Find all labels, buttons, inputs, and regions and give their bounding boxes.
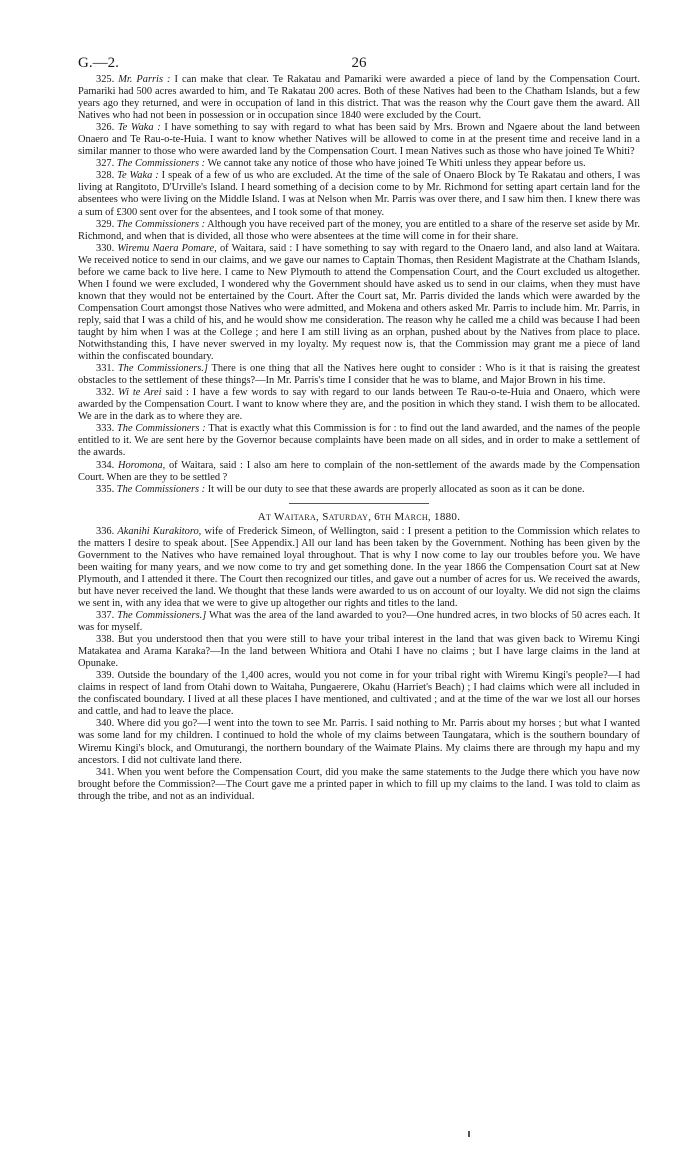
paragraph-text: That is exactly what this Commission is for : to find out the land awarded, and the names of the people entitled to it. We are sent here by the Governor because complaints have been made on all sides, and in order to make a settlement of the awards. [78,423,640,459]
paragraph-text: What was the area of the land awarded to you?—One hundred acres, in two blocks of 50 acres each. It was for myself. [78,610,640,634]
page-mark [468,1131,470,1137]
paragraph-number: 334. [96,459,115,471]
testimony-paragraph [78,634,640,670]
testimony-paragraph [78,484,640,496]
testimony-paragraph [78,363,640,387]
paragraph-number: 335. [96,483,115,495]
speaker-name: Te Waka : [117,170,159,182]
testimony-paragraph [78,460,640,484]
testimony-paragraph [78,610,640,634]
paragraph-number: 338. [96,634,115,646]
paragraph-text: of Waitara, said : I have something to say with regard to the Onaero land, and also land at Waitara. We received notice to send in our claims, and we gave our names to Captain Thomas, then Resident Magistrate at the Chatham Islands, before we came back to live here. I came to New Plymouth to attend the Compensation Court, and the Court excluded us altogether. When I found we were excluded, I wondered why the Government should have asked us to send in our claims, when they must have known that they would not be entertained by the Court. After the Court sat, Mr. Parris divided the lands which were awarded by the Compensation Court amongst those Natives who were admitted, and Mokena and others asked Mr. Parris to include him. Mr. Parris, in reply, said that I was a child of his, and he would show me consideration. The reason why he called me a child was because I had been taught by him when I was at the College ; and here I am still living as an orphan, pushed about by the Natives from place to place. Notwithstanding this, I have never swerved in my loyalty. My request now is, that the Commission may grant me a piece of land within the confiscated boundary. [78,242,640,363]
paragraph-text: We cannot take any notice of those who have joined Te Whiti unless they appear before us. [205,158,586,170]
testimony-paragraph [78,670,640,718]
testimony-paragraph [78,243,640,363]
testimony-paragraph [78,219,640,243]
paragraph-text: When you went before the Compensation Court, did you make the same statements to the Judge there which you have now brought before the Commission?—The Court gave me a printed paper in which to fill up my claims to the land. I was told to claim as through the tribe, and not as an individual. [78,766,640,802]
paragraph-number: 337. [96,610,115,622]
paragraph-text: Where did you go?—I went into the town to see Mr. Parris. I said nothing to Mr. Parris about my horses ; but what I wanted was some land for my children. I continued to hold the whole of my claims between Taungatara, which is the southern boundary of Wiremu Kingi's block, and Omuturangi, the northern boundary of the Waimate Plains. My claims there are through my hapu and my ancestors. I did not cultivate land there. [78,718,640,766]
paragraph-number: 332. [96,387,115,399]
testimony-paragraph [78,122,640,158]
speaker-name: The Commissioners : [116,158,206,170]
section-heading [78,511,640,523]
paragraph-text: It will be our duty to see that these awards are properly allocated as soon as it can be done. [205,483,585,495]
paragraph-number: 333. [96,423,115,435]
speaker-name: The Commissioners : [117,423,206,435]
speaker-name: Akanihi Kurakitoro, [117,525,202,537]
speaker-name: Te Waka : [117,122,161,134]
heading-date: Saturday, 6th March, 1880. [322,510,461,523]
running-header [78,54,640,74]
speaker-name: The Commissioners.] [117,610,207,622]
paragraph-text: But you understood then that you were still to have your tribal interest in the land that was given back to Wiremu Kingi Matakatea and Arama Karaka?—In the land between Whitiora and Otahi I have no claims ; but I have large claims in the land at Opunake. [78,634,640,670]
paragraph-number: 336. [96,525,115,537]
testimony-paragraph [78,170,640,218]
paragraph-text: I have something to say with regard to what has been said by Mrs. Brown and Ngaere about the land between Onaero and Te Rau-o-te-Huia. I want to know whether Natives will be allowed to come in at the present time and receive land in a similar manner to those who were awarded land by the Compensation Court. I mean Natives such as those who have joined Te Whiti? [78,122,640,158]
paragraphs-after [78,526,640,803]
paragraph-text: Although you have received part of the money, you are entitled to a share of the reserve set aside by Mr. Richmond, and when that is divided, all those who were absentees at the time will come in for their share. [78,218,640,242]
paragraphs-before [78,74,640,496]
testimony-paragraph [78,387,640,423]
testimony-paragraph [78,158,640,170]
paragraph-number: 341. [96,766,115,778]
paragraph-number: 340. [96,718,115,730]
testimony-paragraph [78,718,640,766]
page-number: 26 [351,55,367,71]
paragraph-text: wife of Frederick Simeon, of Wellington, said : I present a petition to the Commission which relates to the matters I desire to speak about. [See Appendix.] All our land has been taken by the Government. Nothing has been given by the Government to the Natives who have remained loyal throughout. That is why I now come to lay our troubles before you. We have been waiting for many years, and we now come to try and get something done. In the year 1866 the Compensation Court sat at New Plymouth, and I attended it there. The Court then recognized our titles, and gave out a number of acres for us. We received the awards, but have never received the land. We thought that these lands were awarded to us on account of our loyalty. We did not sign the claims we sent in, with any idea that we were to give up altogether our rights and titles to the land. [78,525,640,609]
speaker-name: Wiremu Naera Pomare, [117,242,217,254]
paragraph-number: 326. [96,122,115,134]
speaker-name: Horomona, [117,459,166,471]
paragraph-text: I can make that clear. Te Rakatau and Pamariki were awarded a piece of land by the Compensation Court. Pamariki had 500 acres awarded to him, and Te Rakatau 200 acres. Both of these Natives had been to the Chatham Islands, but a few years ago they returned, and were in occupation of land in this district. That was the reason why the Court gave them the award. All Natives who had not been in possession or in occupation since 1840 were excluded by the Court. [78,74,640,122]
parliamentary-paper-ref: G.—2. [78,55,119,71]
testimony-paragraph [78,767,640,803]
speaker-name: The Commissioners.] [117,363,208,375]
paragraph-number: 339. [96,670,115,682]
paragraph-number: 329. [96,218,115,230]
paragraph-number: 328. [96,170,115,182]
paragraph-text: Outside the boundary of the 1,400 acres, would you not come in for your tribal right with Wiremu Kingi's people?—I had claims in respect of land from Otahi down to Waitaha, Pungaerere, Okahu (Harriet's Beach) ; I had claims which were all included in the confiscated boundary. I lived at all these places I have mentioned, and cultivated ; and at the time of the war we lost all our horses and cattle, and had to leave the place. [78,670,640,718]
speaker-name: Wi te Arei [118,387,162,399]
paragraph-text: of Waitara, said : I also am here to complain of the non-settlement of the awards made by the Compensation Court. When are they to be settled ? [78,459,640,483]
testimony-paragraph [78,74,640,122]
testimony-paragraph [78,423,640,459]
section-divider [289,503,429,504]
paragraph-number: 325. [96,74,115,85]
speaker-name: The Commissioners : [116,483,206,495]
paragraph-text: I speak of a few of us who are excluded. At the time of the sale of Onaero Block by Te Rakatau and others, I was living at Rangitoto, D'Urville's Island. I heard something of a decision come to by Mr. Richmond for setting apart certain land for the absentees who were living on the Middle Island. I was at Nelson when Mr. Parris was over there, and I saw him then. I knew there was a sum of £300 sent over for the absentees, and I took some of that money. [78,170,641,218]
paragraph-text: said : I have a few words to say with regard to our lands between Te Rau-o-te-Huia and Onaero, which were awarded by the Compensation Court. I want to know where they are, and the position in which they stand. I wish them to be allocated. We are in the dark as to where they are. [78,387,640,423]
paragraph-number: 331. [96,363,115,375]
paragraph-text: There is one thing that all the Natives here ought to consider : Who is it that is raising the greatest obstacles to the settlement of these things?—In Mr. Parris's time I consider that he was to blame, and Major Brown in his time. [78,363,640,387]
speaker-name: Mr. Parris : [118,74,171,85]
paragraph-number: 327. [96,158,115,170]
speaker-name: The Commissioners : [116,218,206,230]
testimony-paragraph [78,526,640,610]
paragraph-number: 330. [96,242,115,254]
heading-place: At Waitara, [257,510,320,523]
document-body [78,74,640,803]
